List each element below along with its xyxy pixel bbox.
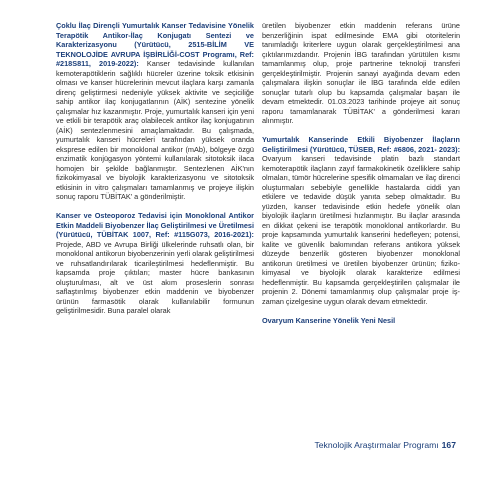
project-heading: Kanser ve Osteoporoz Tedavisi için Monoklonal Antikor Etkin Maddeli Biyobenzer İlaç Geliştirilmesi ve Üretilmesi (Yürütücü, TÜBİTAK 1007, Ref: #115G073, 2016-2021): <box>56 211 254 239</box>
project-entry-adc-ovarian <box>56 21 254 202</box>
project-description-continued: üretilen biyobenzer etkin maddenin referans ürüne benzerliğinin ispat edilmesinde EMA gibi otoritelerin tanımladığı kriterlere uygun olarak gerçekleştirilmesi ana çıktılarımızdandır. Projenin İBG tarafından yürütülen kısmı tamamlanmış olup, proje partnerine teknoloji transferi gerçekleştirilmiştir. Projenin sanayi ayağında devam eden çalışmalara ilişkin sonuçlar ile İBG tarafında elde edilen sonuçlar tutarlı olup bu kapsamda çalışmalar başarı ile devam etmektedir. 01.03.2023 tarihinde projeye ait sonuç raporu tamamlanarak TÜBİTAK' a gönderilmesi kararı alınmıştır. <box>262 21 460 125</box>
project-description: Kanser tedavisinde kullanılan kemoterapötiklerin sağlıklı hücreler üzerine toksik etkisinin olması ve kanser hücrelerinin mevcut ilaçlara karşı zamanla direnç geliştirmesi nedeniyle yüksek aktivite ve seçiciliğe sahip antikor ilaç konjugatlarının (AİK) sentezine yönelik çalışmalar hız kazanmıştır. Proje, yumurtalık kanseri için yeni ve etkili bir terapötik araç olabilecek antikor ilaç konjugatının (AİK) sentezlenmesini amaçlamaktadır. Bu çalışmada, yumurtalık kanseri hücreleri tarafından yüksek oranda eksprese edilen bir monoklonal antikor (mAb), bölgeye özgü enzimatik konjügasyon yöntemi kullanılarak sitotoksik ilaca homojen bir şekilde bağlanmıştır. Sentezlenen AİK'nın fizikokimyasal ve biyolojik karakterizasyonu ve sitotoksik etkisinin in vitro çalışmaları tamamlanmış ve projeye ilişkin sonuç raporu TÜBİTAK' a gönderilmiştir. <box>56 59 255 201</box>
left-column <box>56 21 254 316</box>
project-heading: Yumurtalık Kanserinde Etkili Biyobenzer İlaçların Geliştirilmesi (Yürütücü, TÜSEB, Ref: #6806, 2021- 2023): <box>262 135 460 154</box>
project-entry-next-generation <box>262 316 460 326</box>
project-heading: Çoklu İlaç Dirençli Yumurtalık Kanser Tedavisine Yönelik Terapötik Antikor-İlaç Konjugatı Sentezi ve Karakterizasyonu (Yürütücü, 2515-BİLİM VE TEKNOLOJİDE AVRUPA İŞBİRLİĞİ-COST Programı, Ref: #218S811, 2019-2022): <box>56 21 254 68</box>
project-entry-ovarian-biosimilar <box>262 135 460 306</box>
page-footer <box>314 440 456 450</box>
program-name: Teknolojik Araştırmalar Programı <box>314 440 439 450</box>
right-column <box>262 21 460 325</box>
project-description: Ovaryum kanseri tedavisinde platin bazlı standart kemoterapötik ilaçların zayıf farmakokinetik özelliklere sahip olmaları, tümör hücrelerine spesifik olmamaları ve ilaç direnci oluşturmaları sebebiyle genellikle hastalarda ciddi yan etkilere ve tedavide düşük yanıta sebep olmaktadır. Bu yüzden, kanser tedavisinde etkin hedefe yönelik olan biyolojik ilaçların üretilmesi hızlanmıştır. Bu ilaçlar arasında en dikkat çekeni ise terapötik monoklonal antikorlardır. Bu proje kapsamında yumurtalık kanserini hedefleyen; potensi, kalite ve güvenlik bakımından referans antikora yüksek düzeyde benzerlik gösteren biyobenzer monoklonal antikorun üretilmesi ve üretilen biyobenzer ürünün; fiziko-kimyasal ve biyolojik olarak karakterize edilmesi hedeflenmiştir. Bu kapsamda gerçekleştirilen çalışmalar ile projenin 2. Dönemi tamamlanmış olup çalışmalar proje iş-zaman çizelgesine uygun olarak devam etmektedir. <box>262 154 460 306</box>
project-entry-biosimilar-osteoporosis <box>56 211 254 316</box>
project-heading: Ovaryum Kanserine Yönelik Yeni Nesil <box>262 315 396 325</box>
page-number: 167 <box>441 440 456 450</box>
project-description: Projede, ABD ve Avrupa Birliği ülkelerinde ruhsatlı olan, bir monoklonal antikorun biyobenzerinin yerli olarak geliştirilmesi ve ruhsatlandırılarak ticarileştirilmesi hedeflenmiştir. Bu kapsamda proje çıktıları; master hücre bankasının oluşturulması, alt ve üst akım proseslerin sonrası saflaştırılmış biyobenzer etkin maddenin ve biyobenzer ürünün farmasötik olarak kullanılabilir formunun geliştirilmesidir. Buna paralel olarak <box>56 239 254 315</box>
